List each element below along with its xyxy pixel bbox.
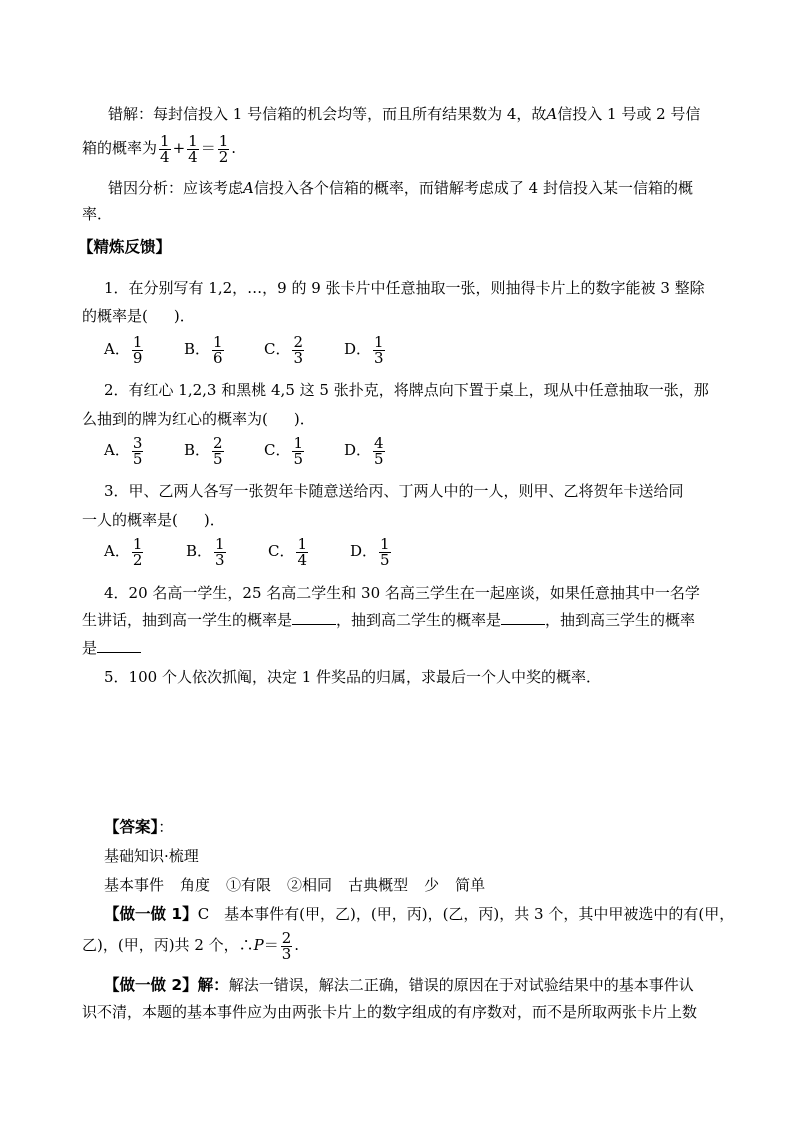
denominator: 3 bbox=[293, 348, 304, 367]
option-label: D． bbox=[350, 542, 378, 560]
variable-a: A bbox=[243, 179, 254, 197]
text: ： bbox=[158, 818, 174, 836]
question-4-line-1: 4．20 名高一学生，25 名高二学生和 30 名高三学生在一起座谈，如果任意抽其中一名学 bbox=[104, 584, 700, 602]
fraction bbox=[212, 332, 224, 367]
numerator: 2 bbox=[293, 332, 304, 351]
wrong-solution-line-1 bbox=[108, 103, 700, 125]
fraction bbox=[187, 131, 199, 166]
text: ，抽到高二学生的概率是 bbox=[336, 611, 502, 629]
denominator: 5 bbox=[374, 449, 384, 468]
denominator: 4 bbox=[160, 147, 170, 166]
question-4-line-2 bbox=[82, 609, 695, 631]
option-d bbox=[344, 330, 387, 368]
option-label: C． bbox=[264, 441, 291, 459]
error-analysis-line-1 bbox=[108, 177, 693, 199]
question-1-options bbox=[104, 330, 387, 368]
denominator: 6 bbox=[213, 348, 223, 367]
denominator: 4 bbox=[297, 550, 308, 569]
numerator: 1 bbox=[380, 534, 390, 553]
numerator: 4 bbox=[374, 433, 384, 452]
option-label: B． bbox=[184, 441, 211, 459]
question-5-line-1: 5．100 个人依次抓阄，决定 1 件奖品的归属，求最后一个人中奖的概率． bbox=[104, 668, 602, 686]
text: ，抽到高三学生的概率 bbox=[545, 611, 696, 629]
option-a bbox=[104, 330, 184, 368]
option-d bbox=[350, 532, 393, 570]
numerator: 1 bbox=[213, 332, 223, 351]
fill-blank bbox=[97, 638, 141, 653]
term: 基本事件 bbox=[104, 876, 165, 894]
equals-sign: ＝ bbox=[263, 936, 279, 954]
fill-blank bbox=[292, 610, 336, 625]
period: . bbox=[294, 936, 300, 954]
zuo2-line-1 bbox=[104, 974, 694, 996]
text: 么抽到的牌为红心的概率为( bbox=[82, 410, 268, 428]
period: . bbox=[231, 139, 237, 157]
numerator: 1 bbox=[218, 131, 229, 150]
option-c bbox=[268, 532, 350, 570]
numerator: 3 bbox=[132, 433, 143, 452]
numerator: 1 bbox=[132, 332, 143, 351]
option-label: C． bbox=[264, 340, 291, 358]
question-1-line-1: 1．在分别写有 1,2，…，9 的 9 张卡片中任意抽取一张，则抽得卡片上的数字能被 3 整除 bbox=[104, 279, 705, 297]
text: 错解：每封信投入 1 号信箱的机会均等，而且所有结果数为 4，故 bbox=[108, 105, 547, 123]
zuo1-line-1 bbox=[104, 903, 734, 925]
answers-heading: 【答案】 bbox=[104, 818, 159, 836]
wrong-solution-line-2 bbox=[82, 128, 236, 168]
denominator: 4 bbox=[188, 147, 198, 166]
zuo2-line-2: 识不清，本题的基本事件应为由两张卡片上的数字组成的有序数对，而不是所取两张卡片上数 bbox=[82, 1003, 698, 1021]
text: 箱的概率为 bbox=[82, 139, 158, 157]
numerator: 2 bbox=[213, 433, 223, 452]
equals-sign: ＝ bbox=[200, 139, 216, 157]
denominator: 2 bbox=[132, 550, 143, 569]
text: 的概率是( bbox=[82, 307, 148, 325]
question-1-line-2 bbox=[82, 305, 195, 327]
text: 是 bbox=[82, 639, 98, 657]
exercise-tag: 【做一做 2】解： bbox=[104, 976, 229, 994]
option-c bbox=[264, 330, 344, 368]
denominator: 5 bbox=[213, 449, 223, 468]
option-label: B． bbox=[186, 542, 213, 560]
numerator: 1 bbox=[374, 332, 384, 351]
denominator: 3 bbox=[374, 348, 384, 367]
fraction bbox=[292, 433, 304, 468]
numerator: 1 bbox=[188, 131, 198, 150]
fraction bbox=[132, 433, 144, 468]
text: 乙)，(甲，丙)共 2 个，∴ bbox=[82, 936, 254, 954]
fraction bbox=[379, 534, 391, 569]
option-c bbox=[264, 431, 344, 469]
fill-blank bbox=[501, 610, 545, 625]
exercise-tag: 【做一做 1】 bbox=[104, 905, 198, 923]
denominator: 9 bbox=[132, 348, 143, 367]
option-label: A． bbox=[104, 441, 130, 459]
variable-p: P bbox=[253, 936, 264, 954]
option-a bbox=[104, 431, 184, 469]
denominator: 2 bbox=[218, 147, 229, 166]
option-label: D． bbox=[344, 340, 372, 358]
text: 信投入 1 号或 2 号信 bbox=[557, 105, 701, 123]
term: ①有限 bbox=[226, 876, 272, 894]
question-3-line-1: 3．甲、乙两人各写一张贺年卡随意送给丙、丁两人中的一人，则甲、乙将贺年卡送给同 bbox=[104, 482, 684, 500]
text: 错因分析：应该考虑 bbox=[108, 179, 244, 197]
basic-terms-row bbox=[104, 874, 485, 896]
numerator: 2 bbox=[281, 928, 292, 947]
denominator: 5 bbox=[293, 449, 304, 468]
numerator: 1 bbox=[132, 534, 143, 553]
denominator: 5 bbox=[132, 449, 143, 468]
denominator: 5 bbox=[380, 550, 390, 569]
variable-a: A bbox=[546, 105, 558, 123]
fraction bbox=[296, 534, 308, 569]
text: )． bbox=[293, 410, 315, 428]
option-label: B． bbox=[184, 340, 211, 358]
fraction bbox=[212, 433, 224, 468]
fraction bbox=[373, 433, 385, 468]
fraction bbox=[159, 131, 171, 166]
fraction bbox=[132, 332, 144, 367]
question-3-line-2 bbox=[82, 509, 225, 531]
text: 解法一错误，解法二正确，错误的原因在于对试验结果中的基本事件认 bbox=[228, 976, 694, 994]
question-2-line-2 bbox=[82, 408, 315, 430]
zuo1-line-2 bbox=[82, 925, 299, 965]
term: 角度 bbox=[180, 876, 211, 894]
text: 一人的概率是( bbox=[82, 511, 178, 529]
error-analysis-line-2: 率． bbox=[82, 205, 113, 223]
fraction bbox=[218, 131, 230, 166]
fraction bbox=[214, 534, 226, 569]
option-label: A． bbox=[104, 542, 130, 560]
question-2-line-1: 2．有红心 1,2,3 和黑桃 4,5 这 5 张扑克，将牌点向下置于桌上，现从中任意抽取一张，那 bbox=[104, 381, 709, 399]
text: 生讲话，抽到高一学生的概率是 bbox=[82, 611, 293, 629]
numerator: 1 bbox=[215, 534, 225, 553]
question-2-options bbox=[104, 431, 387, 469]
fraction bbox=[281, 928, 293, 963]
plus-sign: + bbox=[172, 139, 186, 157]
option-b bbox=[184, 330, 264, 368]
option-b bbox=[184, 431, 264, 469]
question-3-options bbox=[104, 532, 393, 570]
text: )． bbox=[173, 307, 195, 325]
fraction bbox=[373, 332, 385, 367]
question-4-line-3 bbox=[82, 637, 141, 659]
text: )． bbox=[203, 511, 225, 529]
numerator: 1 bbox=[293, 433, 304, 452]
term: ②相同 bbox=[287, 876, 333, 894]
basic-knowledge-heading: 基础知识·梳理 bbox=[104, 847, 199, 865]
fraction bbox=[292, 332, 304, 367]
option-label: A． bbox=[104, 340, 130, 358]
term: 少 bbox=[424, 876, 440, 894]
answers-title bbox=[104, 816, 173, 838]
numerator: 1 bbox=[297, 534, 308, 553]
term: 古典概型 bbox=[348, 876, 409, 894]
option-label: D． bbox=[344, 441, 372, 459]
denominator: 3 bbox=[281, 944, 292, 963]
text: 信投入各个信箱的概率，而错解考虑成了 4 封信投入某一信箱的概 bbox=[253, 179, 693, 197]
section-title: 【精炼反馈】 bbox=[78, 238, 172, 256]
text: C 基本事件有(甲，乙)，(甲，丙)，(乙，丙)，共 3 个，其中甲被选中的有(甲， bbox=[197, 905, 735, 923]
numerator: 1 bbox=[160, 131, 170, 150]
term: 简单 bbox=[455, 876, 486, 894]
option-d bbox=[344, 431, 387, 469]
denominator: 3 bbox=[215, 550, 225, 569]
option-a bbox=[104, 532, 186, 570]
fraction bbox=[132, 534, 144, 569]
option-b bbox=[186, 532, 268, 570]
option-label: C． bbox=[268, 542, 295, 560]
